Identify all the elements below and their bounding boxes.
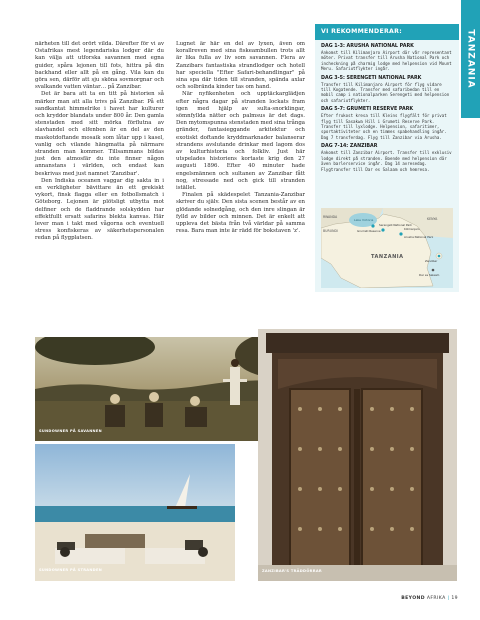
article-column-2	[176, 41, 305, 235]
map-label: RWANDA	[323, 215, 338, 219]
map-label: KENYA	[427, 217, 438, 221]
itinerary-day	[315, 44, 459, 72]
map-label: Dar es Salaam	[419, 273, 440, 277]
photo-caption: ZANZIBAR'S TRÄDDÖRRAR	[262, 569, 322, 573]
article-column-1	[35, 41, 164, 243]
day-title: DAG 7-14: ZANZIBAR	[321, 144, 378, 150]
day-title: DAG 3-5: SERENGETI NATIONAL PARK	[321, 75, 422, 81]
map-label: Kilimanjaro	[404, 227, 420, 231]
tanzania-map	[321, 208, 453, 288]
footer-section: AFRIKA	[426, 596, 446, 601]
map-label: BURUNDI	[323, 229, 338, 233]
paragraph: Den Indiska oceanen vaggar dig sakta in i en verkligheter bävittare än ett grekiskt vykort, finsk flagga eller en fotbollsmatch i Göteborg. Lejonen är plötsligt utbytta mot delfiner och de fladdrande solskydden har effektfullt ersatt safarins blekta kanvas. Här lever man i takt med vågorna och eventuell stress konfiskeras av säkerhetspersonalen redan på flygplatsen.	[35, 177, 164, 242]
recommendation-box	[315, 24, 459, 292]
paragraph: Finalen på skädespelet Tanzania-Zanzibar skriver du själv. Den sista scenen består av en glödande solnedgång, och den inre slingan är fylld av bilder och minnen. Det är enkelt att uppleva det bästa från två världar på samma resa. Bara man inte är rädd för bokstaven 'z'.	[176, 192, 305, 235]
day-title: DAG 1-3: ARUSHA NATIONAL PARK	[321, 44, 414, 49]
itinerary-day	[315, 76, 459, 104]
map-label: Zanzibar	[425, 259, 438, 263]
day-title: DAG 5-7: GRUMETI RESERVE PARK	[321, 107, 414, 113]
itinerary-day	[315, 107, 459, 140]
map-label: Grumeti Reserve	[357, 229, 381, 233]
paragraph: närheten till det orört vilda. Därefter för vi av Ostafrikas mest legendariska lodger där du kan välja att utforska savannen med egna guider, spåra lejonen till fots, hittra på din backhand eller allt på en gång. Vila kan du göra sen, därför att sju sköna sovmorgnar och svalkande vatten väntar… på Zanzibar.	[35, 41, 164, 91]
recommendation-heading: VI REKOMMENDERAR:	[315, 24, 459, 40]
side-tab-label: TANZANIA	[465, 29, 476, 89]
page-footer: BEYOND AFRIKA | 19	[401, 596, 458, 601]
day-text: Ankomst till Kilimanjaro Airport där vår representant möter. Privat transfer till Arusha National Park och incheckning på charmig lodge med helpension vid Mount Meru. Safariutflykter ingår.	[321, 50, 452, 72]
photo-zanzibar-door	[258, 329, 457, 581]
itinerary-day	[315, 144, 459, 172]
photo-caption: SUNDOWNER PÅ SAVANNEN	[39, 429, 102, 433]
photo-caption: SUNDOWNER PÅ STRANDEN	[39, 568, 103, 572]
map-label: Serengeti National Park	[379, 223, 412, 227]
paragraph: Lugnet är här en del av lyxen, även om korallreven med sina fiskeambullen trots allt är lika fulla av liv som savannen. Flera av Zanzibars fantastiska strandlodger och hotell har speciella "Efter Safari-behandlingar" på sina spa där tiden till stranden, spända axlar och solbrända kinder tas om hand.	[176, 41, 305, 91]
paragraph: När nyfikenheten och upptäckarglädjen efter några dagar på stranden lockats fram igen med hjälp av sulta-snorklingar, sömnfyllda nätter och palmsus är det dags. Den mytomspunna stenstaden med sina trånga gränder, fantasieggande arkitektur och exotiskt doftande kryddmarknader balanserar strandens avslutande drinkar med lagom dos av kulturhistoria och folkliv. Just här utspelades historiens kortaste krig den 27 augusti 1896. Efter 40 minuter hade engelsmännen och sultanen av Zanzibar fått nog, stressade ned och gick till stranden istället.	[176, 91, 305, 192]
map-label: Lake Victoria	[354, 218, 374, 222]
day-text: Efter frukost kresa till Kleins flygfält för privat flyg till Sasakwa Hill i Grumeti Reserve Park. Transfer till lyxlodge. Helpension, safaritimer, sportaktiviteter och en timmes spabehandling ingår. Dag 7 transferdag. Flyg till Zanzibar via Arusha.	[321, 113, 447, 140]
paragraph: Det är bara att ta en titt på historien så märker man att alla trivs på Zanzibar. På ett sandkantat himmelrike i havet har kulturer och kryddor blandats under 800 år. Den gamla stenstaden med sitt mörka förflutna av slavhandel och elfenben är en del av den maskotdoftande mosaik som låtar upp i kasel, vanlig och vilande hängmatta på närmare stranden man kommer. Tillsammans bildas just den atmosfär du inte finner någon annanstans i världen, och endast kan beskrivas med just namnet 'Zanzibar'.	[35, 91, 164, 177]
map-country-label: TANZANIA	[371, 254, 404, 260]
photo-beach-sundowner	[35, 444, 235, 581]
footer-brand: BEYOND	[401, 596, 425, 601]
day-text: Transfer till Kilimanjaro Airport för flyg vidare till Kogatende. Transfer med safaribedan till en mobil camp i nationalparken Serengeti med helpension och safariutflykter.	[321, 81, 450, 103]
page-number: 19	[451, 596, 458, 601]
day-text: Ankomst till Zanzibar Airport. Transfer till exklusiv lodge direkt på stranden. Boende med helpension där även barlerservice ingår. Dag 14 avresedag. Flygtransfer till Dar es Salaam och hemresa.	[321, 150, 452, 172]
map-label: Arusha National Park	[404, 235, 434, 239]
